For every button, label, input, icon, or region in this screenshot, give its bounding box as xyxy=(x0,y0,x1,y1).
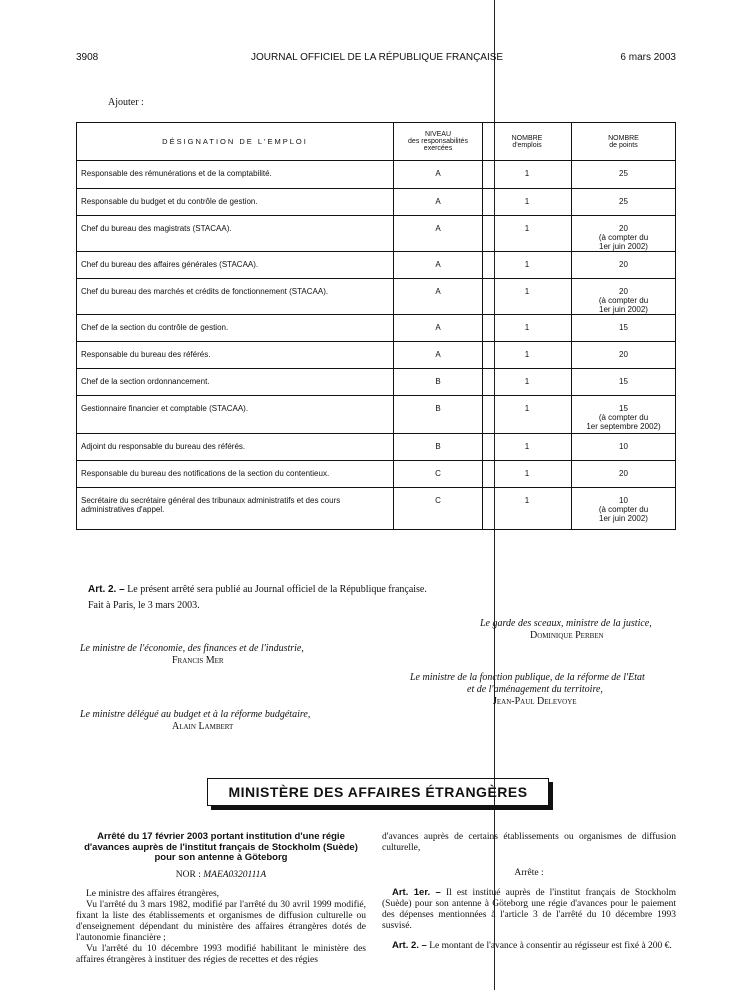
table-row xyxy=(77,488,676,530)
fp-title-2: et de l'aménagement du territoire, xyxy=(467,684,603,695)
emplois-table xyxy=(76,122,676,530)
table-header-row xyxy=(77,123,676,161)
budget-title: Le ministre délégué au budget et à la réforme budgétaire, xyxy=(80,709,311,720)
nor-value: MAEA0320111A xyxy=(203,869,267,880)
garde-name: Dominique Perben xyxy=(530,630,604,641)
art2-text: Le présent arrêté sera publié au Journal officiel de la République française. xyxy=(124,584,427,595)
table-row xyxy=(77,461,676,488)
col-header-points: NOMBRE de points xyxy=(572,123,676,161)
art1-para xyxy=(382,887,676,932)
points-cell: 20 (à compter du 1er juin 2002) xyxy=(572,279,676,315)
art1-text: Il est institué auprès de l'institut français de Stockholm (Suède) pour son antenne à Göteborg une régie d'avances pour le paiement des dépenses mentionnées à l'article 3 de l'arrêté du 10 décembre 1993 susvisé. xyxy=(382,888,676,931)
table-row xyxy=(77,252,676,279)
emplois-cell: 1 xyxy=(483,279,572,315)
header-date: 6 mars 2003 xyxy=(620,52,676,63)
emplois-cell: 1 xyxy=(483,216,572,252)
points-cell: 20 xyxy=(572,342,676,369)
designation-cell: Chef du bureau des magistrats (STACAA). xyxy=(77,216,394,252)
fp-name: Jean-Paul Delevoye xyxy=(493,696,577,707)
emplois-cell: 1 xyxy=(483,252,572,279)
points-cell: 20 xyxy=(572,252,676,279)
art2b-label: Art. 2. – xyxy=(392,940,427,951)
points-cell: 10 (à compter du 1er juin 2002) xyxy=(572,488,676,530)
points-cell: 15 xyxy=(572,315,676,342)
emplois-cell: 1 xyxy=(483,342,572,369)
emplois-cell: 1 xyxy=(483,396,572,434)
table-row xyxy=(77,369,676,396)
niveau-cell: B xyxy=(394,396,483,434)
table-row xyxy=(77,189,676,216)
emplois-cell: 1 xyxy=(483,315,572,342)
art2-line xyxy=(88,584,427,595)
niveau-cell: A xyxy=(394,216,483,252)
emplois-cell: 1 xyxy=(483,369,572,396)
journal-title: JOURNAL OFFICIEL DE LA RÉPUBLIQUE FRANÇAISE xyxy=(251,52,504,63)
niveau-cell: A xyxy=(394,189,483,216)
col-header-emplois: NOMBRE d'emplois xyxy=(483,123,572,161)
right-column xyxy=(382,832,676,952)
art2-label: Art. 2. – xyxy=(88,584,125,595)
niveau-cell: A xyxy=(394,161,483,189)
designation-cell: Responsable du bureau des notifications de la section du contentieux. xyxy=(77,461,394,488)
col-header-niveau: NIVEAU des responsabilités exercées xyxy=(394,123,483,161)
ajouter-label: Ajouter : xyxy=(108,97,144,108)
table-row xyxy=(77,161,676,189)
designation-cell: Secrétaire du secrétaire général des tribunaux administratifs et des cours administratives d'appel. xyxy=(77,488,394,530)
table-row xyxy=(77,434,676,461)
niveau-cell: C xyxy=(394,488,483,530)
designation-cell: Chef du bureau des affaires générales (STACAA). xyxy=(77,252,394,279)
designation-cell: Chef du bureau des marchés et crédits de fonctionnement (STACAA). xyxy=(77,279,394,315)
designation-cell: Adjoint du responsable du bureau des référés. xyxy=(77,434,394,461)
emplois-cell: 1 xyxy=(483,434,572,461)
points-cell: 25 xyxy=(572,161,676,189)
table-row xyxy=(77,279,676,315)
page-number: 3908 xyxy=(76,52,99,63)
nor-line xyxy=(76,870,366,881)
niveau-cell: A xyxy=(394,279,483,315)
arrete-label: Arrête : xyxy=(514,868,544,878)
art2-para xyxy=(382,940,676,952)
arrete-title: Arrêté du 17 février 2003 portant institution d'une régie d'avances auprès de l'institut français de Stockholm (Suède) pour son antenne à Göteborg xyxy=(84,831,358,863)
eco-title: Le ministre de l'économie, des finances et de l'industrie, xyxy=(80,643,304,654)
art1-label: Art. 1er. – xyxy=(392,887,441,898)
col-header-designation: DÉSIGNATION DE L'EMPLOI xyxy=(77,123,394,161)
nor-label: NOR : xyxy=(175,869,201,880)
designation-cell: Gestionnaire financier et comptable (STACAA). xyxy=(77,396,394,434)
table-row xyxy=(77,342,676,369)
niveau-cell: B xyxy=(394,369,483,396)
emplois-cell: 1 xyxy=(483,461,572,488)
points-cell: 15 (à compter du 1er septembre 2002) xyxy=(572,396,676,434)
fp-title-1: Le ministre de la fonction publique, de la réforme de l'Etat xyxy=(410,672,645,683)
table-row xyxy=(77,315,676,342)
para-avances: d'avances auprès de certains établissements ou organismes de diffusion culturelle, xyxy=(382,832,676,853)
points-cell: 20 (à compter du 1er juin 2002) xyxy=(572,216,676,252)
budget-name: Alain Lambert xyxy=(172,721,234,732)
designation-cell: Chef de la section ordonnancement. xyxy=(77,369,394,396)
niveau-cell: A xyxy=(394,315,483,342)
designation-cell: Chef de la section du contrôle de gestion. xyxy=(77,315,394,342)
ministry-banner: MINISTÈRE DES AFFAIRES ÉTRANGÈRES xyxy=(207,778,549,806)
fait-line: Fait à Paris, le 3 mars 2003. xyxy=(88,600,200,611)
niveau-cell: C xyxy=(394,461,483,488)
designation-cell: Responsable des rémunérations et de la comptabilité. xyxy=(77,161,394,189)
art2b-text: Le montant de l'avance à consentir au régisseur est fixé à 200 €. xyxy=(426,941,672,951)
garde-title: Le garde des sceaux, ministre de la justice, xyxy=(480,618,652,629)
emplois-cell: 1 xyxy=(483,189,572,216)
table-row xyxy=(77,396,676,434)
niveau-cell: B xyxy=(394,434,483,461)
points-cell: 15 xyxy=(572,369,676,396)
table-row xyxy=(77,216,676,252)
para-vu-1993: Vu l'arrêté du 10 décembre 1993 modifié habilitant le ministère des affaires étrangères à instituer des régies de recettes et des régies xyxy=(76,943,366,965)
left-column xyxy=(76,832,366,966)
designation-cell: Responsable du budget et du contrôle de gestion. xyxy=(77,189,394,216)
points-cell: 20 xyxy=(572,461,676,488)
niveau-cell: A xyxy=(394,252,483,279)
para-ministre: Le ministre des affaires étrangères, xyxy=(86,888,220,899)
emplois-cell: 1 xyxy=(483,161,572,189)
points-cell: 25 xyxy=(572,189,676,216)
eco-name: Francis Mer xyxy=(172,655,224,666)
emplois-cell: 1 xyxy=(483,488,572,530)
designation-cell: Responsable du bureau des référés. xyxy=(77,342,394,369)
niveau-cell: A xyxy=(394,342,483,369)
para-vu-1982: Vu l'arrêté du 3 mars 1982, modifié par l'arrêté du 30 avril 1999 modifié, fixant la liste des établissements et organismes de diffusion culturelle ou d'enseignement dépendant du ministère des affaires étrangères dotés de l'autonomie financière ; xyxy=(76,899,366,943)
points-cell: 10 xyxy=(572,434,676,461)
